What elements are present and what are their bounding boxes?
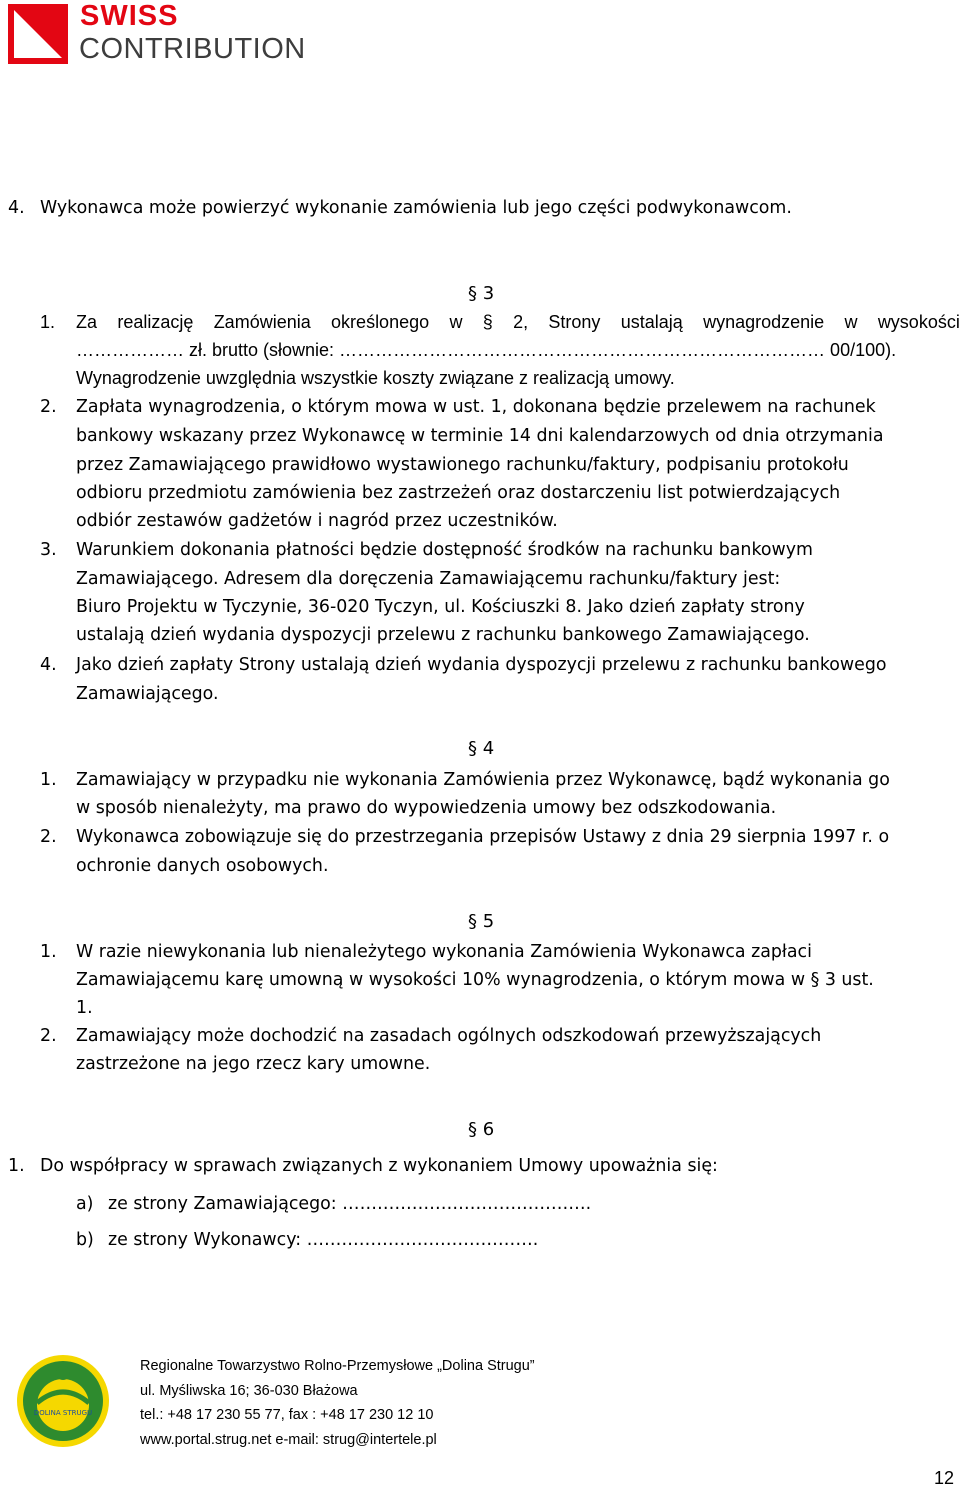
section-heading: § 6 — [468, 1119, 495, 1140]
list-number: 2. — [40, 1026, 57, 1046]
paragraph-line: zastrzeżone na jego rzecz kary umowne. — [76, 1054, 431, 1074]
list-number: 4. — [40, 655, 57, 675]
paragraph-line: bankowy wskazany przez Wykonawcę w terminie 14 dni kalendarzowych od dnia otrzymania — [76, 426, 884, 446]
paragraph-line: Wykonawca może powierzyć wykonanie zamówienia lub jego części podwykonawcom. — [40, 198, 792, 218]
paragraph-line: odbioru przedmiotu zamówienia bez zastrzeżeń oraz dostarczeniu list potwierdzających — [76, 483, 841, 503]
word: wysokości — [877, 312, 960, 332]
word: Za — [76, 312, 98, 332]
svg-text:DOLINA STRUGU: DOLINA STRUGU — [33, 1409, 93, 1417]
word: wynagrodzenie — [703, 312, 825, 332]
paragraph-line: ze strony Zamawiającego: ……………………………………. — [108, 1194, 592, 1214]
footer-contact — [140, 1354, 535, 1452]
paragraph-line: Warunkiem dokonania płatności będzie dostępność środków na rachunku bankowym — [76, 540, 814, 560]
list-number: 3. — [40, 540, 57, 560]
paragraph-line: W razie niewykonania lub nienależytego wykonania Zamówienia Wykonawca zapłaci — [76, 942, 812, 962]
paragraph-line: Jako dzień zapłaty Strony ustalają dzień wydania dyspozycji przelewu z rachunku bankowego — [76, 655, 887, 675]
paragraph-line: Zamawiający w przypadku nie wykonania Zamówienia przez Wykonawcę, bądź wykonania go — [76, 770, 890, 790]
list-number: 2. — [40, 827, 57, 847]
paragraph-line: Zamawiającego. — [76, 684, 219, 704]
paragraph-line: Zapłata wynagrodzenia, o którym mowa w ust. 1, dokonana będzie przelewem na rachunek — [76, 397, 876, 417]
list-letter: a) — [76, 1194, 94, 1214]
word: określonego — [331, 312, 430, 332]
paragraph-line: ……………… zł. brutto (słownie: ……………………………………………………………………… 00/100). — [76, 340, 897, 360]
paragraph-line: Zamawiającego. Adresem dla doręczenia Zamawiającemu rachunku/faktury jest: — [76, 569, 781, 589]
paragraph-line: Biuro Projektu w Tyczynie, 36-020 Tyczyn, ul. Kościuszki 8. Jako dzień zapłaty strony — [76, 597, 805, 617]
word: w — [844, 312, 858, 332]
paragraph-line-justified — [76, 311, 960, 333]
list-number: 4. — [8, 198, 25, 218]
paragraph-line: Do współpracy w sprawach związanych z wykonaniem Umowy upoważnia się: — [40, 1156, 718, 1176]
paragraph-line: Wynagrodzenie uwzględnia wszystkie koszty związane z realizacją umowy. — [76, 368, 675, 388]
section-heading: § 3 — [468, 283, 495, 304]
paragraph-line: Wykonawca zobowiązuje się do przestrzegania przepisów Ustawy z dnia 29 sierpnia 1997 r. o — [76, 827, 890, 847]
word: realizację — [117, 312, 194, 332]
word: Zamówienia — [213, 312, 311, 332]
section-heading: § 5 — [468, 911, 495, 932]
section-heading: § 4 — [468, 738, 495, 759]
swiss-flag-icon — [8, 4, 68, 64]
list-number: 1. — [8, 1156, 25, 1176]
paragraph-line: Zamawiający może dochodzić na zasadach ogólnych odszkodowań przewyższających — [76, 1026, 822, 1046]
footer-web: www.portal.strug.net e-mail: strug@intertele.pl — [140, 1431, 437, 1448]
footer-org: Regionalne Towarzystwo Rolno-Przemysłowe „Dolina Strugu” — [140, 1358, 535, 1374]
word: § — [482, 312, 493, 332]
logo-contribution-text: CONTRIBUTION — [79, 33, 306, 65]
list-letter: b) — [76, 1230, 94, 1250]
paragraph-line: przez Zamawiającego prawidłowo wystawionego rachunku/faktury, podpisaniu protokołu — [76, 455, 849, 475]
paragraph-line: odbiór zestawów gadżetów i nagród przez uczestników. — [76, 511, 558, 531]
dolina-strugu-logo — [15, 1353, 111, 1449]
list-number: 1. — [40, 942, 57, 962]
list-number: 2. — [40, 397, 57, 417]
word: w — [449, 312, 463, 332]
footer-address: ul. Myśliwska 16; 36-030 Błażowa — [140, 1382, 358, 1399]
list-number: 1. — [40, 312, 56, 332]
page-number: 12 — [933, 1468, 954, 1488]
paragraph-line: Zamawiającemu karę umowną w wysokości 10% wynagrodzenia, o którym mowa w § 3 ust. — [76, 970, 874, 990]
swiss-contribution-logo — [8, 0, 306, 66]
footer-phone: tel.: +48 17 230 55 77, fax : +48 17 230 12 10 — [140, 1407, 434, 1423]
paragraph-line: ochronie danych osobowych. — [76, 856, 329, 876]
paragraph-line: ustalają dzień wydania dyspozycji przelewu z rachunku bankowego Zamawiającego. — [76, 625, 810, 645]
word: ustalają — [620, 312, 683, 332]
paragraph-line: ze strony Wykonawcy: …………………………………. — [108, 1230, 539, 1250]
word: Strony — [548, 312, 601, 332]
logo-swiss-text: SWISS — [80, 0, 179, 32]
list-number: 1. — [40, 770, 57, 790]
word: 2, — [513, 312, 529, 332]
paragraph-line: w sposób nienależyty, ma prawo do wypowiedzenia umowy bez odszkodowania. — [76, 798, 777, 818]
paragraph-line: 1. — [76, 998, 93, 1018]
